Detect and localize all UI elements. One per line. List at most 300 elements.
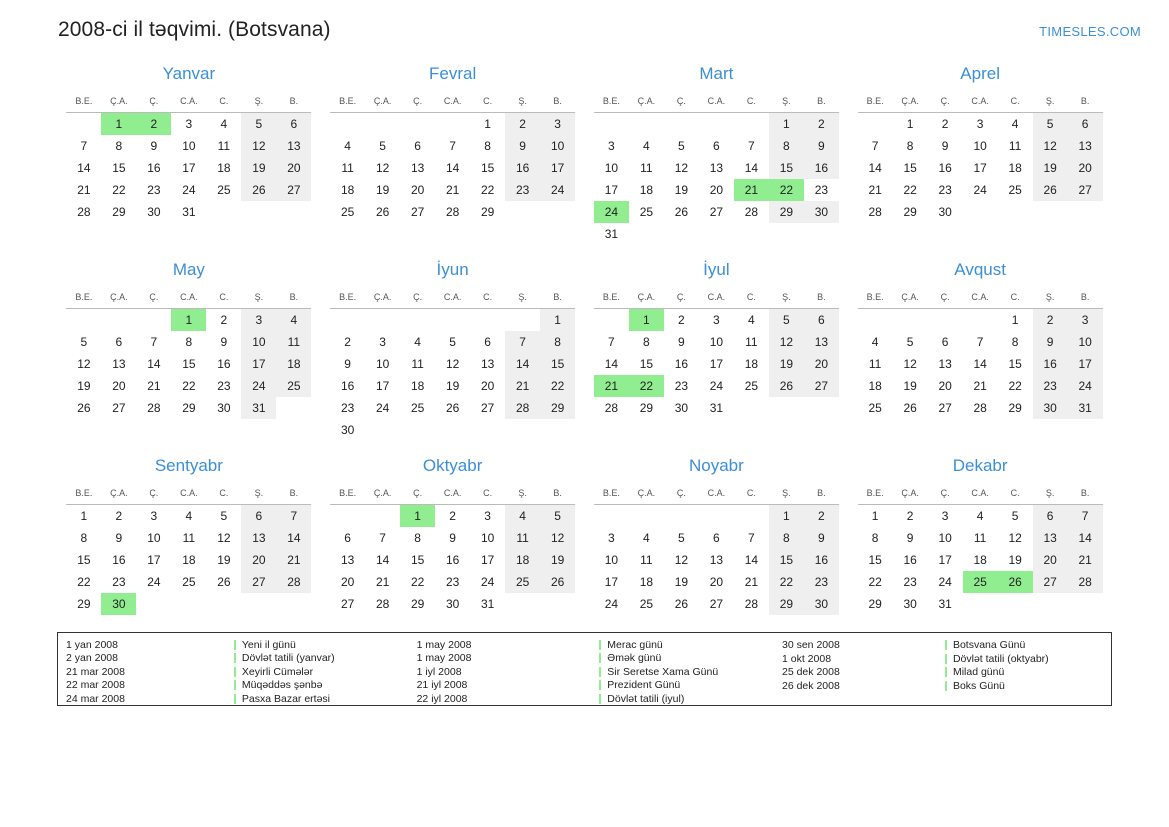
- day-cell[interactable]: 31: [709, 401, 724, 415]
- day-cell[interactable]: 11: [640, 161, 653, 175]
- day-cell[interactable]: 2: [449, 509, 456, 523]
- day-cell[interactable]: 13: [480, 357, 495, 371]
- day-cell[interactable]: 7: [449, 139, 456, 153]
- day-cell[interactable]: 21: [445, 183, 460, 197]
- day-cell[interactable]: 15: [182, 357, 196, 371]
- day-cell[interactable]: 3: [608, 139, 615, 153]
- day-cell[interactable]: 14: [868, 161, 882, 175]
- day-cell[interactable]: 30: [217, 401, 231, 415]
- day-cell[interactable]: 4: [1011, 117, 1019, 131]
- day-cell[interactable]: 25: [340, 205, 355, 219]
- day-cell[interactable]: 12: [540, 527, 575, 549]
- day-cell[interactable]: 13: [276, 135, 311, 157]
- day-cell[interactable]: 17: [938, 553, 952, 567]
- day-cell[interactable]: 13: [709, 161, 724, 175]
- day-cell[interactable]: 22: [112, 183, 126, 197]
- day-cell[interactable]: 30: [804, 593, 839, 615]
- day-cell[interactable]: 21: [77, 183, 91, 197]
- day-cell[interactable]: 17: [182, 161, 196, 175]
- day-cell[interactable]: 22: [868, 575, 882, 589]
- day-cell[interactable]: 22: [540, 375, 575, 397]
- day-cell[interactable]: 18: [973, 553, 987, 567]
- month-title[interactable]: Aprel: [960, 64, 1000, 83]
- day-cell[interactable]: 6: [804, 309, 839, 332]
- day-cell[interactable]: 9: [344, 357, 351, 371]
- day-cell[interactable]: 10: [604, 161, 619, 175]
- day-cell[interactable]: 10: [147, 531, 161, 545]
- day-cell[interactable]: 27: [709, 597, 724, 611]
- day-cell-holiday[interactable]: 1: [400, 505, 435, 528]
- day-cell[interactable]: 28: [744, 597, 759, 611]
- day-cell[interactable]: 21: [868, 183, 882, 197]
- day-cell[interactable]: 25: [410, 401, 425, 415]
- day-cell[interactable]: 23: [217, 379, 231, 393]
- day-cell[interactable]: 21: [505, 375, 540, 397]
- day-cell[interactable]: 26: [445, 401, 460, 415]
- day-cell[interactable]: 4: [220, 117, 228, 131]
- day-cell[interactable]: 24: [938, 575, 952, 589]
- day-cell[interactable]: 25: [276, 375, 311, 397]
- day-cell[interactable]: 28: [744, 205, 759, 219]
- day-cell[interactable]: 15: [769, 157, 804, 179]
- day-cell[interactable]: 12: [769, 331, 804, 353]
- day-cell[interactable]: 27: [1033, 571, 1068, 593]
- day-cell[interactable]: 8: [484, 139, 491, 153]
- day-cell[interactable]: 24: [1068, 375, 1103, 397]
- day-cell[interactable]: 15: [480, 161, 495, 175]
- day-cell[interactable]: 3: [1068, 309, 1103, 332]
- day-cell[interactable]: 6: [713, 531, 720, 545]
- day-cell[interactable]: 19: [217, 553, 231, 567]
- day-cell[interactable]: 20: [276, 157, 311, 179]
- day-cell[interactable]: 13: [241, 527, 276, 549]
- day-cell[interactable]: 23: [804, 571, 839, 593]
- day-cell[interactable]: 23: [445, 575, 460, 589]
- day-cell[interactable]: 18: [868, 379, 882, 393]
- site-brand[interactable]: TIMESLES.COM: [1039, 24, 1141, 39]
- day-cell[interactable]: 10: [973, 139, 987, 153]
- day-cell[interactable]: 29: [77, 597, 91, 611]
- day-cell[interactable]: 20: [410, 183, 425, 197]
- day-cell[interactable]: 2: [344, 335, 351, 349]
- day-cell[interactable]: 12: [674, 553, 689, 567]
- day-cell-holiday[interactable]: 1: [171, 309, 206, 332]
- day-cell[interactable]: 2: [906, 509, 914, 523]
- day-cell[interactable]: 2: [678, 313, 685, 327]
- day-cell[interactable]: 6: [941, 335, 949, 349]
- day-cell[interactable]: 28: [445, 205, 460, 219]
- month-title[interactable]: Avqust: [954, 260, 1006, 279]
- day-cell[interactable]: 16: [505, 157, 540, 179]
- day-cell[interactable]: 4: [414, 335, 421, 349]
- day-cell[interactable]: 4: [643, 139, 650, 153]
- day-cell[interactable]: 7: [748, 531, 755, 545]
- day-cell[interactable]: 19: [1033, 157, 1068, 179]
- day-cell[interactable]: 17: [604, 575, 619, 589]
- day-cell[interactable]: 20: [480, 379, 495, 393]
- day-cell[interactable]: 19: [77, 379, 91, 393]
- day-cell[interactable]: 27: [410, 205, 425, 219]
- day-cell[interactable]: 10: [480, 531, 495, 545]
- day-cell[interactable]: 19: [769, 353, 804, 375]
- day-cell[interactable]: 1: [484, 117, 491, 131]
- day-cell[interactable]: 21: [276, 549, 311, 571]
- day-cell[interactable]: 9: [220, 335, 228, 349]
- day-cell[interactable]: 14: [505, 353, 540, 375]
- day-cell[interactable]: 15: [868, 553, 882, 567]
- day-cell[interactable]: 19: [241, 157, 276, 179]
- day-cell[interactable]: 18: [639, 183, 654, 197]
- day-cell[interactable]: 8: [115, 139, 123, 153]
- day-cell[interactable]: 15: [77, 553, 91, 567]
- day-cell-holiday[interactable]: 21: [594, 375, 629, 397]
- day-cell[interactable]: 8: [871, 531, 879, 545]
- day-cell[interactable]: 3: [540, 113, 575, 136]
- day-cell[interactable]: 19: [903, 379, 917, 393]
- day-cell[interactable]: 22: [480, 183, 495, 197]
- day-cell[interactable]: 4: [505, 505, 540, 528]
- day-cell[interactable]: 10: [709, 335, 724, 349]
- day-cell[interactable]: 14: [604, 357, 619, 371]
- day-cell[interactable]: 1: [1011, 313, 1019, 327]
- day-cell[interactable]: 14: [744, 553, 759, 567]
- day-cell[interactable]: 30: [903, 597, 917, 611]
- day-cell[interactable]: 10: [241, 331, 276, 353]
- day-cell[interactable]: 15: [769, 549, 804, 571]
- day-cell[interactable]: 13: [804, 331, 839, 353]
- day-cell[interactable]: 10: [938, 531, 952, 545]
- day-cell[interactable]: 28: [973, 401, 987, 415]
- day-cell[interactable]: 14: [276, 527, 311, 549]
- day-cell[interactable]: 3: [241, 309, 276, 332]
- day-cell[interactable]: 15: [112, 161, 126, 175]
- month-title[interactable]: Fevral: [429, 64, 477, 83]
- day-cell[interactable]: 23: [112, 575, 126, 589]
- day-cell[interactable]: 17: [973, 161, 987, 175]
- day-cell[interactable]: 14: [1068, 527, 1103, 549]
- day-cell[interactable]: 28: [276, 571, 311, 593]
- day-cell[interactable]: 4: [643, 531, 650, 545]
- day-cell[interactable]: 27: [709, 205, 724, 219]
- day-cell[interactable]: 22: [77, 575, 91, 589]
- day-cell[interactable]: 11: [1008, 139, 1022, 153]
- day-cell-holiday[interactable]: 2: [136, 113, 171, 136]
- day-cell[interactable]: 1: [540, 309, 575, 332]
- day-cell[interactable]: 5: [678, 139, 685, 153]
- day-cell[interactable]: 8: [769, 527, 804, 549]
- day-cell[interactable]: 4: [748, 313, 755, 327]
- day-cell[interactable]: 16: [938, 161, 952, 175]
- day-cell[interactable]: 26: [1033, 179, 1068, 201]
- day-cell[interactable]: 2: [115, 509, 123, 523]
- day-cell[interactable]: 2: [941, 117, 949, 131]
- day-cell[interactable]: 21: [147, 379, 161, 393]
- day-cell[interactable]: 12: [77, 357, 91, 371]
- day-cell[interactable]: 22: [410, 575, 425, 589]
- day-cell[interactable]: 21: [375, 575, 390, 589]
- day-cell[interactable]: 8: [414, 531, 421, 545]
- day-cell[interactable]: 29: [903, 205, 917, 219]
- day-cell[interactable]: 5: [769, 309, 804, 332]
- day-cell[interactable]: 9: [941, 139, 949, 153]
- day-cell[interactable]: 13: [410, 161, 425, 175]
- day-cell[interactable]: 11: [182, 531, 196, 545]
- day-cell-holiday[interactable]: 21: [734, 179, 769, 201]
- day-cell[interactable]: 11: [973, 531, 987, 545]
- day-cell[interactable]: 2: [1033, 309, 1068, 332]
- day-cell[interactable]: 17: [604, 183, 619, 197]
- day-cell[interactable]: 3: [941, 509, 949, 523]
- day-cell[interactable]: 24: [375, 401, 390, 415]
- day-cell[interactable]: 7: [976, 335, 984, 349]
- day-cell[interactable]: 2: [804, 505, 839, 528]
- day-cell[interactable]: 29: [639, 401, 654, 415]
- day-cell[interactable]: 13: [1068, 135, 1103, 157]
- month-title[interactable]: Oktyabr: [422, 456, 483, 475]
- day-cell[interactable]: 10: [182, 139, 196, 153]
- day-cell[interactable]: 24: [540, 179, 575, 201]
- day-cell[interactable]: 29: [769, 593, 804, 615]
- day-cell-holiday[interactable]: 24: [594, 201, 629, 223]
- day-cell[interactable]: 4: [976, 509, 984, 523]
- day-cell[interactable]: 17: [480, 553, 495, 567]
- month-title[interactable]: Mart: [699, 64, 734, 83]
- day-cell-holiday[interactable]: 26: [998, 571, 1033, 593]
- day-cell[interactable]: 16: [804, 549, 839, 571]
- day-cell[interactable]: 12: [241, 135, 276, 157]
- day-cell[interactable]: 10: [1068, 331, 1103, 353]
- day-cell[interactable]: 6: [344, 531, 351, 545]
- day-cell[interactable]: 21: [1068, 549, 1103, 571]
- day-cell[interactable]: 26: [769, 375, 804, 397]
- day-cell[interactable]: 23: [938, 183, 952, 197]
- day-cell[interactable]: 19: [674, 183, 689, 197]
- day-cell[interactable]: 7: [505, 331, 540, 353]
- day-cell[interactable]: 15: [410, 553, 425, 567]
- day-cell[interactable]: 22: [182, 379, 196, 393]
- day-cell[interactable]: 18: [182, 553, 196, 567]
- day-cell[interactable]: 1: [871, 509, 879, 523]
- day-cell[interactable]: 22: [1008, 379, 1022, 393]
- month-title[interactable]: Sentyabr: [154, 456, 223, 475]
- day-cell[interactable]: 16: [340, 379, 355, 393]
- day-cell[interactable]: 19: [1008, 553, 1022, 567]
- day-cell[interactable]: 4: [185, 509, 193, 523]
- day-cell[interactable]: 24: [604, 597, 619, 611]
- day-cell[interactable]: 14: [77, 161, 91, 175]
- day-cell[interactable]: 29: [868, 597, 882, 611]
- day-cell[interactable]: 9: [804, 135, 839, 157]
- day-cell[interactable]: 30: [674, 401, 689, 415]
- day-cell[interactable]: 5: [906, 335, 914, 349]
- day-cell[interactable]: 28: [505, 397, 540, 419]
- day-cell[interactable]: 10: [540, 135, 575, 157]
- day-cell[interactable]: 31: [1068, 397, 1103, 419]
- day-cell[interactable]: 28: [375, 597, 390, 611]
- day-cell[interactable]: 26: [540, 571, 575, 593]
- day-cell[interactable]: 20: [112, 379, 126, 393]
- day-cell[interactable]: 5: [220, 509, 228, 523]
- day-cell[interactable]: 17: [1068, 353, 1103, 375]
- day-cell[interactable]: 9: [1033, 331, 1068, 353]
- day-cell[interactable]: 5: [241, 113, 276, 136]
- day-cell[interactable]: 7: [379, 531, 386, 545]
- day-cell[interactable]: 7: [276, 505, 311, 528]
- day-cell[interactable]: 13: [112, 357, 126, 371]
- day-cell[interactable]: 2: [220, 313, 228, 327]
- day-cell[interactable]: 28: [868, 205, 882, 219]
- day-cell[interactable]: 23: [814, 183, 829, 197]
- day-cell[interactable]: 20: [709, 183, 724, 197]
- day-cell[interactable]: 1: [769, 505, 804, 528]
- day-cell[interactable]: 25: [182, 575, 196, 589]
- day-cell[interactable]: 9: [150, 139, 158, 153]
- day-cell[interactable]: 28: [147, 401, 161, 415]
- day-cell[interactable]: 12: [375, 161, 390, 175]
- day-cell[interactable]: 4: [871, 335, 879, 349]
- day-cell[interactable]: 14: [973, 357, 987, 371]
- day-cell[interactable]: 9: [804, 527, 839, 549]
- day-cell[interactable]: 31: [241, 397, 276, 419]
- day-cell[interactable]: 6: [1068, 113, 1103, 136]
- day-cell[interactable]: 15: [903, 161, 917, 175]
- day-cell[interactable]: 6: [484, 335, 491, 349]
- day-cell[interactable]: 9: [115, 531, 123, 545]
- day-cell[interactable]: 21: [744, 575, 759, 589]
- day-cell[interactable]: 25: [868, 401, 882, 415]
- day-cell[interactable]: 17: [540, 157, 575, 179]
- day-cell[interactable]: 15: [540, 353, 575, 375]
- day-cell[interactable]: 12: [674, 161, 689, 175]
- day-cell[interactable]: 15: [1008, 357, 1022, 371]
- day-cell[interactable]: 9: [678, 335, 685, 349]
- day-cell[interactable]: 11: [745, 335, 758, 349]
- day-cell[interactable]: 22: [903, 183, 917, 197]
- day-cell[interactable]: 16: [1033, 353, 1068, 375]
- day-cell[interactable]: 1: [769, 113, 804, 136]
- month-title[interactable]: Yanvar: [162, 64, 216, 83]
- day-cell[interactable]: 23: [903, 575, 917, 589]
- day-cell[interactable]: 27: [276, 179, 311, 201]
- day-cell[interactable]: 16: [112, 553, 126, 567]
- day-cell[interactable]: 19: [445, 379, 460, 393]
- day-cell[interactable]: 16: [217, 357, 231, 371]
- day-cell[interactable]: 24: [147, 575, 161, 589]
- day-cell[interactable]: 26: [674, 205, 689, 219]
- day-cell[interactable]: 5: [678, 531, 685, 545]
- day-cell[interactable]: 26: [77, 401, 91, 415]
- day-cell[interactable]: 28: [604, 401, 619, 415]
- day-cell[interactable]: 5: [1033, 113, 1068, 136]
- day-cell[interactable]: 27: [938, 401, 952, 415]
- day-cell[interactable]: 18: [410, 379, 425, 393]
- day-cell[interactable]: 31: [604, 227, 619, 241]
- day-cell[interactable]: 6: [276, 113, 311, 136]
- day-cell[interactable]: 29: [1008, 401, 1022, 415]
- day-cell[interactable]: 25: [744, 379, 759, 393]
- day-cell[interactable]: 29: [410, 597, 425, 611]
- day-cell[interactable]: 28: [77, 205, 91, 219]
- day-cell[interactable]: 23: [1033, 375, 1068, 397]
- day-cell[interactable]: 27: [480, 401, 495, 415]
- day-cell[interactable]: 5: [540, 505, 575, 528]
- day-cell-holiday[interactable]: 25: [963, 571, 998, 593]
- day-cell[interactable]: 18: [639, 575, 654, 589]
- day-cell[interactable]: 5: [80, 335, 88, 349]
- day-cell[interactable]: 17: [375, 379, 390, 393]
- day-cell[interactable]: 16: [903, 553, 917, 567]
- day-cell[interactable]: 26: [674, 597, 689, 611]
- day-cell[interactable]: 7: [748, 139, 755, 153]
- day-cell[interactable]: 8: [906, 139, 914, 153]
- day-cell[interactable]: 13: [938, 357, 952, 371]
- day-cell[interactable]: 1: [80, 509, 88, 523]
- day-cell[interactable]: 12: [445, 357, 460, 371]
- day-cell[interactable]: 11: [217, 139, 231, 153]
- day-cell[interactable]: 16: [147, 161, 161, 175]
- day-cell[interactable]: 18: [340, 183, 355, 197]
- day-cell[interactable]: 30: [445, 597, 460, 611]
- day-cell[interactable]: 2: [505, 113, 540, 136]
- day-cell[interactable]: 6: [115, 335, 123, 349]
- day-cell[interactable]: 15: [639, 357, 654, 371]
- day-cell[interactable]: 20: [340, 575, 355, 589]
- day-cell[interactable]: 25: [505, 571, 540, 593]
- day-cell[interactable]: 13: [1033, 527, 1068, 549]
- month-title[interactable]: İyun: [436, 260, 469, 279]
- day-cell[interactable]: 8: [769, 135, 804, 157]
- day-cell[interactable]: 30: [340, 423, 355, 437]
- day-cell[interactable]: 30: [1033, 397, 1068, 419]
- day-cell[interactable]: 29: [112, 205, 126, 219]
- day-cell[interactable]: 7: [150, 335, 158, 349]
- day-cell[interactable]: 27: [1068, 179, 1103, 201]
- day-cell[interactable]: 17: [709, 357, 724, 371]
- day-cell[interactable]: 19: [540, 549, 575, 571]
- day-cell-holiday[interactable]: 22: [769, 179, 804, 201]
- day-cell[interactable]: 31: [480, 597, 495, 611]
- day-cell-holiday[interactable]: 22: [629, 375, 664, 397]
- day-cell[interactable]: 18: [505, 549, 540, 571]
- day-cell[interactable]: 10: [375, 357, 390, 371]
- day-cell[interactable]: 13: [709, 553, 724, 567]
- day-cell[interactable]: 29: [540, 397, 575, 419]
- day-cell[interactable]: 3: [150, 509, 158, 523]
- day-cell[interactable]: 17: [241, 353, 276, 375]
- day-cell[interactable]: 7: [608, 335, 615, 349]
- day-cell[interactable]: 30: [804, 201, 839, 223]
- day-cell[interactable]: 7: [871, 139, 879, 153]
- day-cell[interactable]: 5: [1011, 509, 1019, 523]
- day-cell[interactable]: 20: [241, 549, 276, 571]
- day-cell[interactable]: 27: [340, 597, 355, 611]
- day-cell[interactable]: 3: [976, 117, 984, 131]
- day-cell[interactable]: 21: [973, 379, 987, 393]
- day-cell[interactable]: 8: [185, 335, 193, 349]
- day-cell[interactable]: 11: [341, 161, 354, 175]
- day-cell[interactable]: 14: [744, 161, 759, 175]
- day-cell[interactable]: 14: [147, 357, 161, 371]
- day-cell[interactable]: 24: [709, 379, 724, 393]
- day-cell[interactable]: 17: [147, 553, 161, 567]
- day-cell[interactable]: 6: [241, 505, 276, 528]
- day-cell[interactable]: 29: [182, 401, 196, 415]
- day-cell-holiday[interactable]: 1: [101, 113, 136, 136]
- day-cell[interactable]: 24: [480, 575, 495, 589]
- day-cell[interactable]: 23: [674, 379, 689, 393]
- day-cell[interactable]: 6: [414, 139, 421, 153]
- day-cell[interactable]: 25: [639, 205, 654, 219]
